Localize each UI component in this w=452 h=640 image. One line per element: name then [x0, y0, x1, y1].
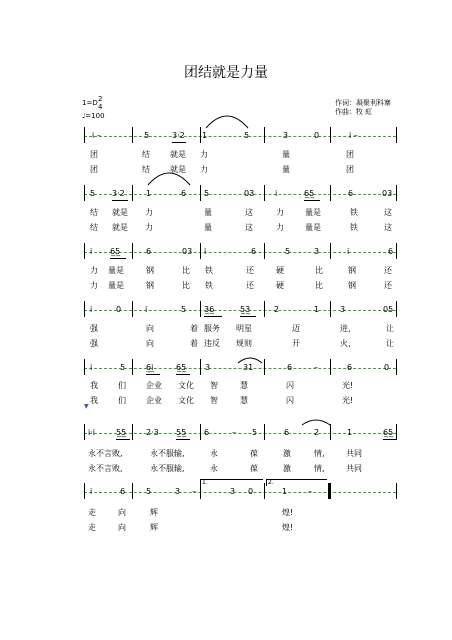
- note: i: [204, 247, 207, 256]
- slur: [302, 419, 330, 426]
- lyric-verse-2: 我: [90, 396, 98, 405]
- note: 5̲5̲: [116, 428, 127, 437]
- note: 2·3: [146, 428, 159, 437]
- lyric-verse-2: 文化: [178, 396, 194, 405]
- note: 3: [205, 363, 211, 372]
- lyric-verse-2: 规则: [236, 339, 252, 348]
- bar-line: [264, 243, 265, 259]
- lyric-verse-1: 葆: [250, 449, 258, 458]
- lyric-verse-1: 们: [118, 381, 126, 390]
- note: 5: [204, 189, 210, 198]
- note: –: [308, 487, 312, 496]
- lyric-verse-2: 结: [90, 223, 98, 232]
- lyric-verse-1: 就是: [112, 208, 128, 217]
- lyric-verse-1: 量是: [305, 208, 321, 217]
- note: 31: [243, 363, 254, 372]
- note: 6: [287, 363, 293, 372]
- note: 3: [175, 487, 181, 496]
- lyric-verse-1: 强: [90, 324, 98, 333]
- bar-line: [84, 127, 85, 143]
- bar-line: [200, 424, 201, 440]
- lyric-verse-1: 永不言败,: [88, 449, 123, 458]
- lyric-verse-2: 煌!: [282, 523, 294, 532]
- note: 0: [314, 131, 320, 140]
- lyric-verse-2: 强: [90, 339, 98, 348]
- bar-line: [396, 185, 397, 201]
- note: 0: [248, 487, 254, 496]
- lyric-verse-2: 这: [384, 223, 392, 232]
- note: –: [314, 363, 318, 372]
- lyric-verse-2: 量是: [305, 223, 321, 232]
- bar-line: [200, 127, 201, 143]
- bar-line: [396, 483, 397, 499]
- lyric-verse-2: 钢: [146, 281, 154, 290]
- bar-line: [132, 185, 133, 201]
- lyric-verse-1: 团: [346, 150, 354, 159]
- lyric-verse-2: 葆: [250, 464, 258, 473]
- note: 6̲i̲: [146, 363, 154, 372]
- lyric-verse-2: 让: [386, 339, 394, 348]
- lyric-verse-1: 力: [200, 150, 208, 159]
- lyric-verse-1: 进，: [340, 324, 356, 333]
- lyric-verse-1: 铁: [205, 266, 213, 275]
- lyric-verse-2: 辉: [150, 523, 158, 532]
- bar-line: [132, 301, 133, 317]
- note: 5̲5̲: [176, 428, 187, 437]
- note: 3: [314, 247, 320, 256]
- lyric-verse-2: 比: [182, 281, 190, 290]
- lyric-verse-2: 企业: [146, 396, 162, 405]
- time-signature-top: 2: [98, 95, 103, 103]
- note: 6̲5̲: [383, 428, 394, 437]
- bar-line: [330, 127, 331, 143]
- note: 5: [146, 487, 152, 496]
- beam-underline: [112, 200, 128, 201]
- key-signature: 1=D: [82, 99, 98, 107]
- bar-line: [84, 301, 85, 317]
- note: i: [145, 305, 148, 314]
- lyric-verse-1: 永: [210, 449, 218, 458]
- note: i: [90, 247, 93, 256]
- beam-underline: [116, 439, 130, 440]
- note: 03: [182, 247, 193, 256]
- note: 6: [146, 247, 152, 256]
- note: i·i: [88, 428, 95, 437]
- note: 03: [382, 189, 393, 198]
- note: 6: [181, 189, 187, 198]
- lyric-verse-2: 就是: [170, 165, 186, 174]
- lyric-verse-2: 永不言败,: [88, 464, 123, 473]
- lyric-verse-1: 向: [118, 508, 126, 517]
- lyric-verse-2: 向: [118, 523, 126, 532]
- lyric-verse-1: 量: [282, 150, 290, 159]
- note: 2: [274, 305, 280, 314]
- lyric-verse-2: 着: [190, 339, 198, 348]
- lyric-verse-1: 文化: [178, 381, 194, 390]
- note: 5: [90, 189, 96, 198]
- bar-line: [84, 243, 85, 259]
- lyric-verse-2: 量是: [108, 281, 124, 290]
- composer-credit: 作曲：牧 虹: [335, 108, 373, 116]
- lyric-verse-2: 团: [90, 165, 98, 174]
- note: 3: [230, 487, 236, 496]
- lyric-verse-2: 情,: [314, 464, 325, 473]
- lyric-verse-1: 向: [146, 324, 154, 333]
- note: 6: [347, 363, 353, 372]
- lyric-verse-1: 激: [283, 449, 291, 458]
- note: 05: [383, 305, 394, 314]
- lyric-verse-2: 还: [384, 281, 392, 290]
- bar-line: [330, 243, 331, 259]
- lyric-verse-1: 智: [210, 381, 218, 390]
- lyric-verse-2: 比: [315, 281, 323, 290]
- lyric-verse-1: 结: [90, 208, 98, 217]
- bar-line: [330, 424, 331, 440]
- bar-line: [264, 301, 265, 317]
- beam-underline: [383, 439, 397, 440]
- volta-first-ending: [200, 479, 263, 486]
- bar-line: [200, 185, 201, 201]
- lyric-verse-1: 就是: [170, 150, 186, 159]
- lyric-verse-2: 慧: [240, 396, 248, 405]
- lyric-verse-2: 向: [146, 339, 154, 348]
- lyric-verse-2: 闪: [286, 396, 294, 405]
- lyric-verse-2: 服输,: [166, 464, 185, 473]
- lyric-verse-2: 永不: [150, 464, 166, 473]
- lyric-verse-1: 量是: [108, 266, 124, 275]
- beam-underline: [176, 374, 190, 375]
- bar-line: [264, 185, 265, 201]
- note: i –: [92, 131, 101, 140]
- lyric-verse-1: 钢: [146, 266, 154, 275]
- volta-first-ending-label: 1.: [202, 479, 208, 486]
- bar-line: [132, 359, 133, 375]
- lyric-verse-1: 团: [90, 150, 98, 159]
- lyric-verse-1: 硬: [276, 266, 284, 275]
- lyric-verse-1: 这: [245, 208, 253, 217]
- slur: [238, 357, 262, 364]
- note: i: [90, 363, 93, 372]
- bar-line: [330, 301, 331, 317]
- tempo-mark: ♩=100: [82, 112, 105, 120]
- lyric-verse-1: 铁: [350, 208, 358, 217]
- lyric-verse-1: 走: [88, 508, 96, 517]
- bar-line: [330, 483, 331, 499]
- lyric-verse-1: 企业: [146, 381, 162, 390]
- bar-line: [132, 483, 133, 499]
- bar-line: [330, 185, 331, 201]
- lyric-verse-2: 还: [246, 281, 254, 290]
- bar-line: [200, 359, 201, 375]
- note: 3: [283, 131, 289, 140]
- lyric-verse-2: 们: [118, 396, 126, 405]
- time-signature-bottom: 4: [98, 103, 103, 111]
- lyric-verse-2: 铁: [350, 223, 358, 232]
- lyric-verse-1: 让: [386, 324, 394, 333]
- note: 03: [244, 189, 255, 198]
- lyric-verse-2: 激: [283, 464, 291, 473]
- lyric-verse-1: 还: [246, 266, 254, 275]
- lyric-verse-2: 钢: [348, 281, 356, 290]
- lyric-verse-2: 智: [210, 396, 218, 405]
- note: 3·2: [172, 131, 185, 140]
- bar-line: [396, 301, 397, 317]
- note: 5: [181, 305, 187, 314]
- bar-line: [264, 483, 265, 499]
- song-title: 团结就是力量: [184, 65, 268, 81]
- note: 1: [202, 131, 208, 140]
- note: 5: [285, 247, 291, 256]
- lyric-verse-2: 永: [210, 464, 218, 473]
- bar-line: [264, 359, 265, 375]
- note: 5: [144, 131, 150, 140]
- bar-line: [84, 424, 85, 440]
- slur: [206, 115, 248, 129]
- lyric-verse-1: 服务: [204, 324, 220, 333]
- note: 6̲5̲: [110, 247, 121, 256]
- lyric-verse-1: 迈: [292, 324, 300, 333]
- bar-line: [396, 424, 397, 440]
- note: 1: [347, 428, 353, 437]
- note: 5̲3̲: [240, 305, 251, 314]
- lyric-verse-2: 量: [282, 165, 290, 174]
- lyric-verse-2: 走: [88, 523, 96, 532]
- staff-guide-line: [84, 492, 396, 493]
- note: 6: [284, 428, 290, 437]
- lyric-verse-1: 着: [190, 324, 198, 333]
- lyric-verse-2: 铁: [205, 281, 213, 290]
- note: i: [275, 189, 278, 198]
- lyric-verse-1: 还: [384, 266, 392, 275]
- lyricist-credit: 作词：凝聚利科寨: [335, 99, 391, 107]
- lyric-verse-1: 结: [142, 150, 150, 159]
- lyric-verse-1: 明星: [236, 324, 252, 333]
- note: 3·2: [112, 189, 125, 198]
- note: 0: [384, 363, 390, 372]
- note: 5: [252, 428, 258, 437]
- note: 6: [120, 487, 126, 496]
- lyric-verse-2: 违反: [204, 339, 220, 348]
- lyric-verse-2: 火，: [340, 339, 356, 348]
- bar-line: [84, 483, 85, 499]
- bar-line: [330, 359, 331, 375]
- lyric-verse-2: 力: [276, 223, 284, 232]
- note: 6: [204, 428, 210, 437]
- lyric-verse-2: 力: [90, 281, 98, 290]
- lyric-verse-1: 慧: [240, 381, 248, 390]
- note: 1: [282, 487, 288, 496]
- lyric-verse-1: 力: [276, 208, 284, 217]
- note: 3̲6̲: [204, 305, 215, 314]
- note: 1: [146, 189, 152, 198]
- note: 6: [251, 247, 257, 256]
- lyric-verse-1: 力: [145, 208, 153, 217]
- lyric-verse-2: 共同: [346, 464, 362, 473]
- beam-underline: [110, 258, 126, 259]
- arrow-marker: ▼: [84, 403, 89, 410]
- lyric-verse-1: 这: [384, 208, 392, 217]
- bar-line: [132, 243, 133, 259]
- beam-underline: [304, 200, 320, 201]
- lyric-verse-1: 情,: [314, 449, 325, 458]
- note: i: [90, 487, 93, 496]
- bar-line: [396, 359, 397, 375]
- beam-underline: [146, 374, 160, 375]
- beam-underline: [172, 142, 186, 143]
- bar-line: [264, 424, 265, 440]
- note: 5: [244, 131, 250, 140]
- bar-line: [84, 185, 85, 201]
- note: –: [192, 487, 196, 496]
- lyric-verse-1: 我: [90, 381, 98, 390]
- final-barline: [328, 483, 330, 499]
- lyric-verse-1: 闪: [286, 381, 294, 390]
- note: 5: [120, 363, 126, 372]
- bar-line: [264, 127, 265, 143]
- lyric-verse-1: 光!: [342, 381, 354, 390]
- lyric-verse-2: 就是: [112, 223, 128, 232]
- lyric-verse-2: 团: [346, 165, 354, 174]
- lyric-verse-1: 辉: [150, 508, 158, 517]
- volta-second-ending: [266, 479, 327, 486]
- bar-line: [396, 127, 397, 143]
- note: –: [232, 428, 236, 437]
- lyric-verse-2: 量: [204, 223, 212, 232]
- note: 3: [340, 305, 346, 314]
- bar-line: [396, 243, 397, 259]
- bar-line: [132, 424, 133, 440]
- note: 2: [314, 428, 320, 437]
- lyric-verse-1: 煌!: [282, 508, 294, 517]
- lyric-verse-1: 钢: [348, 266, 356, 275]
- lyric-verse-2: 力: [145, 223, 153, 232]
- note: 0: [116, 305, 122, 314]
- lyric-verse-1: 永不: [150, 449, 166, 458]
- lyric-verse-1: 比: [182, 266, 190, 275]
- bar-line: [200, 243, 201, 259]
- lyric-verse-1: 服输,: [166, 449, 185, 458]
- lyric-verse-2: 这: [245, 223, 253, 232]
- beam-underline: [176, 439, 190, 440]
- note: 6: [388, 247, 394, 256]
- note: i: [347, 247, 350, 256]
- slur: [148, 172, 190, 186]
- note: 6: [348, 189, 354, 198]
- bar-line: [200, 301, 201, 317]
- lyric-verse-2: 光!: [342, 396, 354, 405]
- lyric-verse-2: 结: [142, 165, 150, 174]
- note: 1: [314, 305, 320, 314]
- beam-underline: [240, 316, 256, 317]
- lyric-verse-1: 力: [90, 266, 98, 275]
- lyric-verse-1: 共同: [346, 449, 362, 458]
- bar-line: [132, 127, 133, 143]
- lyric-verse-1: 比: [315, 266, 323, 275]
- lyric-verse-2: 硬: [276, 281, 284, 290]
- bar-line: [84, 359, 85, 375]
- lyric-verse-2: 力: [200, 165, 208, 174]
- note: i –: [349, 131, 358, 140]
- lyric-verse-2: 开: [292, 339, 300, 348]
- beam-underline: [204, 316, 222, 317]
- lyric-verse-1: 量: [204, 208, 212, 217]
- note: 6̲5̲: [176, 363, 187, 372]
- volta-second-ending-label: 2.: [268, 479, 274, 486]
- note: 6̲5̲: [304, 189, 315, 198]
- note: i: [90, 305, 93, 314]
